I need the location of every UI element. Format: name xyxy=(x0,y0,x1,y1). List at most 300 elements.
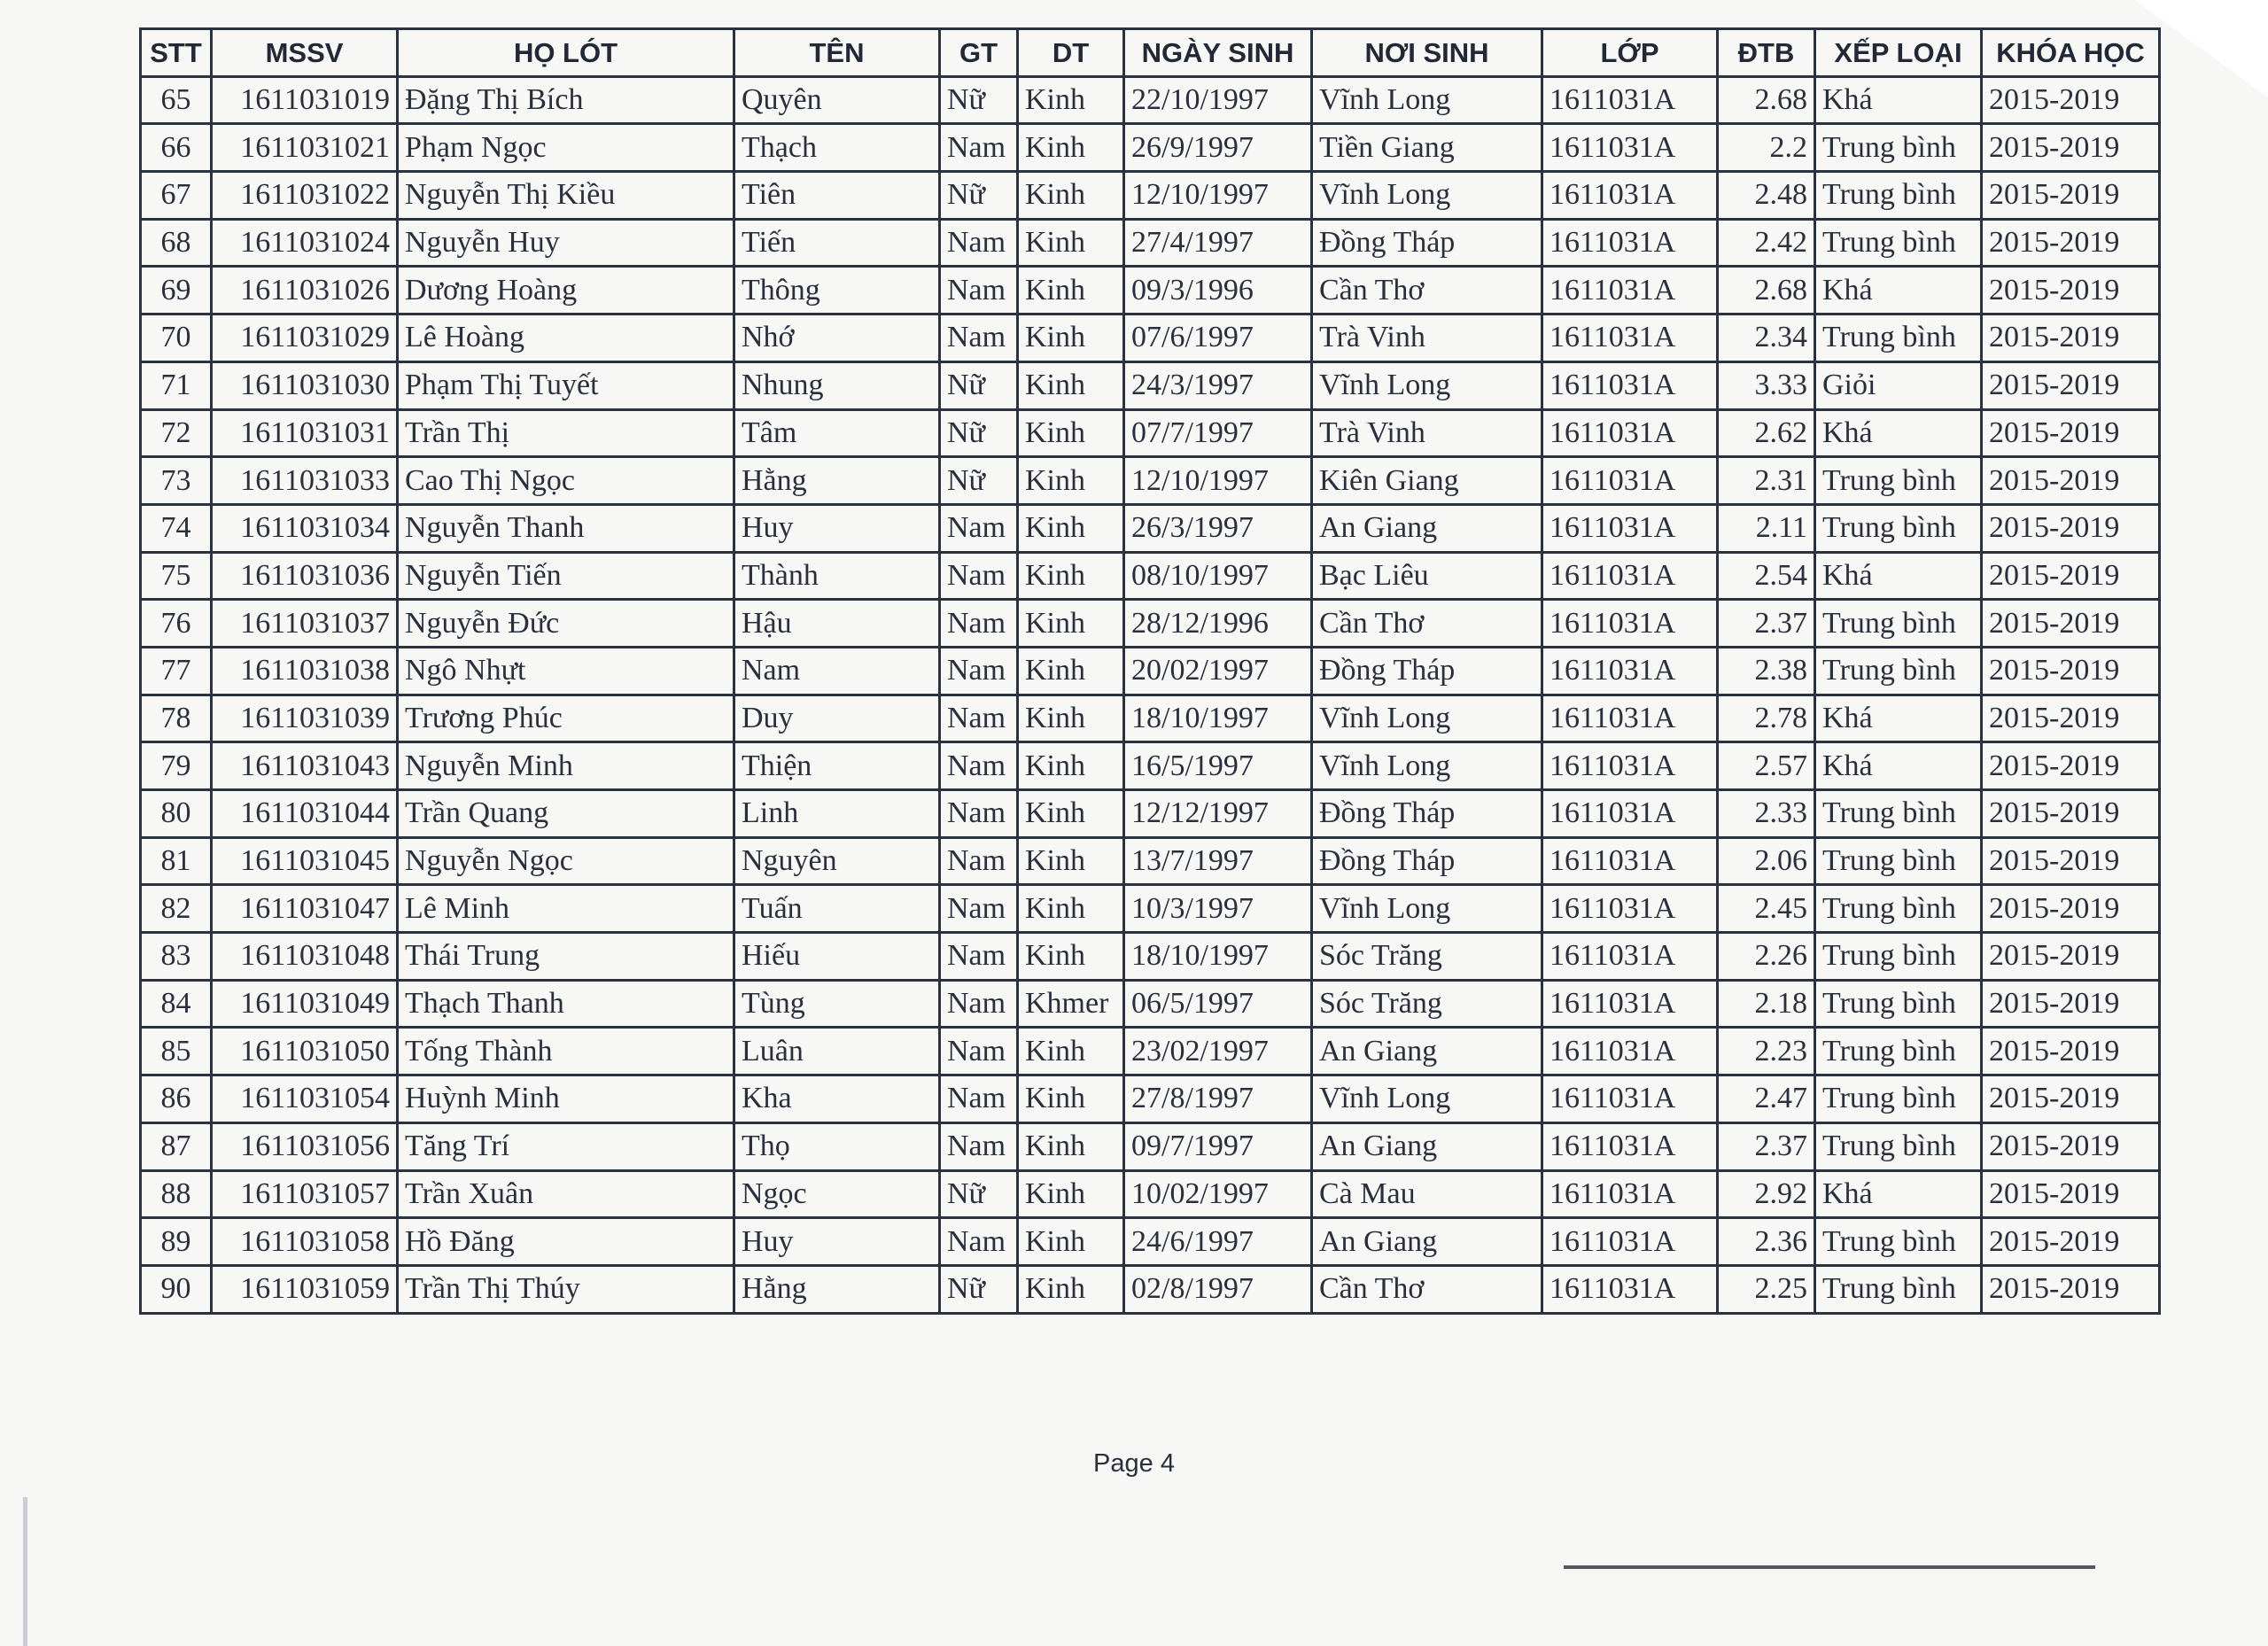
cell-mssv: 1611031031 xyxy=(212,409,398,457)
cell-stt: 68 xyxy=(141,219,212,267)
cell-gt: Nam xyxy=(940,695,1018,742)
cell-noi-sinh: Đồng Tháp xyxy=(1312,219,1542,267)
cell-ho-lot: Đặng Thị Bích xyxy=(398,76,734,124)
table-row xyxy=(141,695,2160,742)
cell-dt: Kinh xyxy=(1018,837,1124,885)
cell-dt: Kinh xyxy=(1018,172,1124,220)
table-row xyxy=(141,172,2160,220)
table-row xyxy=(141,1028,2160,1075)
cell-ho-lot: Dương Hoàng xyxy=(398,267,734,314)
table-row xyxy=(141,457,2160,505)
cell-ten: Tuấn xyxy=(734,885,940,933)
cell-mssv: 1611031058 xyxy=(212,1218,398,1266)
cell-ho-lot: Nguyễn Tiến xyxy=(398,552,734,600)
cell-lop: 1611031A xyxy=(1542,647,1718,695)
cell-ngay-sinh: 10/02/1997 xyxy=(1124,1170,1312,1218)
cell-stt: 78 xyxy=(141,695,212,742)
cell-stt: 69 xyxy=(141,267,212,314)
cell-dtb: 2.45 xyxy=(1718,885,1815,933)
table-row xyxy=(141,885,2160,933)
cell-khoa-hoc: 2015-2019 xyxy=(1982,552,2160,600)
cell-dtb: 2.42 xyxy=(1718,219,1815,267)
cell-ten: Tâm xyxy=(734,409,940,457)
cell-dtb: 3.33 xyxy=(1718,361,1815,409)
cell-khoa-hoc: 2015-2019 xyxy=(1982,267,2160,314)
cell-ten: Thạch xyxy=(734,124,940,172)
cell-ten: Tiên xyxy=(734,172,940,220)
cell-lop: 1611031A xyxy=(1542,1218,1718,1266)
table-row xyxy=(141,1218,2160,1266)
cell-mssv: 1611031049 xyxy=(212,980,398,1028)
cell-ngay-sinh: 07/6/1997 xyxy=(1124,314,1312,362)
cell-ngay-sinh: 26/9/1997 xyxy=(1124,124,1312,172)
cell-gt: Nam xyxy=(940,1028,1018,1075)
cell-ten: Quyên xyxy=(734,76,940,124)
cell-gt: Nữ xyxy=(940,1170,1018,1218)
cell-noi-sinh: Cần Thơ xyxy=(1312,267,1542,314)
cell-lop: 1611031A xyxy=(1542,933,1718,981)
cell-dt: Kinh xyxy=(1018,219,1124,267)
cell-mssv: 1611031033 xyxy=(212,457,398,505)
cell-ten: Tiến xyxy=(734,219,940,267)
cell-xep-loai: Trung bình xyxy=(1815,504,1982,552)
cell-ngay-sinh: 08/10/1997 xyxy=(1124,552,1312,600)
cell-dtb: 2.92 xyxy=(1718,1170,1815,1218)
cell-noi-sinh: Vĩnh Long xyxy=(1312,695,1542,742)
cell-khoa-hoc: 2015-2019 xyxy=(1982,361,2160,409)
cell-noi-sinh: Vĩnh Long xyxy=(1312,172,1542,220)
cell-dtb: 2.23 xyxy=(1718,1028,1815,1075)
cell-khoa-hoc: 2015-2019 xyxy=(1982,314,2160,362)
cell-gt: Nữ xyxy=(940,409,1018,457)
table-row xyxy=(141,980,2160,1028)
cell-xep-loai: Trung bình xyxy=(1815,933,1982,981)
cell-mssv: 1611031047 xyxy=(212,885,398,933)
cell-ten: Huy xyxy=(734,504,940,552)
cell-ngay-sinh: 06/5/1997 xyxy=(1124,980,1312,1028)
cell-khoa-hoc: 2015-2019 xyxy=(1982,1028,2160,1075)
cell-mssv: 1611031022 xyxy=(212,172,398,220)
cell-dtb: 2.38 xyxy=(1718,647,1815,695)
cell-gt: Nam xyxy=(940,885,1018,933)
cell-xep-loai: Khá xyxy=(1815,1170,1982,1218)
table-row xyxy=(141,790,2160,838)
cell-lop: 1611031A xyxy=(1542,1265,1718,1313)
cell-ten: Thọ xyxy=(734,1122,940,1170)
header-noi-sinh: NƠI SINH xyxy=(1312,29,1542,77)
cell-dt: Khmer xyxy=(1018,980,1124,1028)
cell-stt: 76 xyxy=(141,600,212,648)
cell-lop: 1611031A xyxy=(1542,552,1718,600)
page-number: Page 4 xyxy=(1093,1449,1175,1478)
cell-ten: Thông xyxy=(734,267,940,314)
cell-ho-lot: Trần Xuân xyxy=(398,1170,734,1218)
cell-ho-lot: Ngô Nhựt xyxy=(398,647,734,695)
cell-mssv: 1611031057 xyxy=(212,1170,398,1218)
cell-xep-loai: Giỏi xyxy=(1815,361,1982,409)
cell-gt: Nam xyxy=(940,1122,1018,1170)
table-row xyxy=(141,933,2160,981)
cell-dtb: 2.37 xyxy=(1718,600,1815,648)
cell-lop: 1611031A xyxy=(1542,1028,1718,1075)
cell-dt: Kinh xyxy=(1018,409,1124,457)
cell-dt: Kinh xyxy=(1018,742,1124,790)
cell-noi-sinh: Vĩnh Long xyxy=(1312,885,1542,933)
cell-dt: Kinh xyxy=(1018,1075,1124,1123)
cell-xep-loai: Trung bình xyxy=(1815,1122,1982,1170)
cell-gt: Nữ xyxy=(940,1265,1018,1313)
cell-xep-loai: Trung bình xyxy=(1815,647,1982,695)
cell-lop: 1611031A xyxy=(1542,695,1718,742)
cell-ngay-sinh: 27/4/1997 xyxy=(1124,219,1312,267)
cell-dtb: 2.18 xyxy=(1718,980,1815,1028)
cell-khoa-hoc: 2015-2019 xyxy=(1982,1265,2160,1313)
cell-stt: 79 xyxy=(141,742,212,790)
cell-dtb: 2.57 xyxy=(1718,742,1815,790)
table-body xyxy=(141,76,2160,1313)
cell-gt: Nam xyxy=(940,600,1018,648)
cell-dtb: 2.37 xyxy=(1718,1122,1815,1170)
cell-khoa-hoc: 2015-2019 xyxy=(1982,742,2160,790)
cell-noi-sinh: Đồng Tháp xyxy=(1312,647,1542,695)
cell-gt: Nam xyxy=(940,1218,1018,1266)
cell-ho-lot: Trần Thị Thúy xyxy=(398,1265,734,1313)
cell-ten: Hằng xyxy=(734,457,940,505)
cell-xep-loai: Trung bình xyxy=(1815,219,1982,267)
cell-ngay-sinh: 12/10/1997 xyxy=(1124,457,1312,505)
cell-khoa-hoc: 2015-2019 xyxy=(1982,124,2160,172)
cell-ngay-sinh: 24/3/1997 xyxy=(1124,361,1312,409)
cell-ngay-sinh: 13/7/1997 xyxy=(1124,837,1312,885)
cell-stt: 75 xyxy=(141,552,212,600)
cell-dtb: 2.06 xyxy=(1718,837,1815,885)
cell-ten: Thành xyxy=(734,552,940,600)
table-row xyxy=(141,314,2160,362)
cell-dtb: 2.47 xyxy=(1718,1075,1815,1123)
scan-bottom-line xyxy=(1564,1565,2095,1569)
cell-dt: Kinh xyxy=(1018,790,1124,838)
cell-ten: Huy xyxy=(734,1218,940,1266)
cell-ho-lot: Thái Trung xyxy=(398,933,734,981)
cell-xep-loai: Khá xyxy=(1815,76,1982,124)
cell-noi-sinh: An Giang xyxy=(1312,1028,1542,1075)
cell-khoa-hoc: 2015-2019 xyxy=(1982,1218,2160,1266)
cell-mssv: 1611031036 xyxy=(212,552,398,600)
cell-stt: 73 xyxy=(141,457,212,505)
cell-ho-lot: Tống Thành xyxy=(398,1028,734,1075)
cell-gt: Nữ xyxy=(940,172,1018,220)
cell-gt: Nữ xyxy=(940,457,1018,505)
cell-mssv: 1611031030 xyxy=(212,361,398,409)
cell-khoa-hoc: 2015-2019 xyxy=(1982,790,2160,838)
table-row xyxy=(141,504,2160,552)
cell-ten: Nhớ xyxy=(734,314,940,362)
cell-ho-lot: Lê Hoàng xyxy=(398,314,734,362)
cell-khoa-hoc: 2015-2019 xyxy=(1982,1170,2160,1218)
cell-noi-sinh: Trà Vinh xyxy=(1312,409,1542,457)
cell-stt: 65 xyxy=(141,76,212,124)
cell-stt: 88 xyxy=(141,1170,212,1218)
cell-stt: 85 xyxy=(141,1028,212,1075)
cell-ten: Hiếu xyxy=(734,933,940,981)
header-ho-lot: HỌ LÓT xyxy=(398,29,734,77)
table-row xyxy=(141,361,2160,409)
cell-ho-lot: Nguyễn Đức xyxy=(398,600,734,648)
cell-ten: Luân xyxy=(734,1028,940,1075)
cell-khoa-hoc: 2015-2019 xyxy=(1982,980,2160,1028)
cell-xep-loai: Trung bình xyxy=(1815,1028,1982,1075)
cell-noi-sinh: Vĩnh Long xyxy=(1312,742,1542,790)
cell-noi-sinh: Bạc Liêu xyxy=(1312,552,1542,600)
cell-dt: Kinh xyxy=(1018,1122,1124,1170)
table-row xyxy=(141,1122,2160,1170)
cell-noi-sinh: An Giang xyxy=(1312,1122,1542,1170)
cell-ngay-sinh: 10/3/1997 xyxy=(1124,885,1312,933)
cell-xep-loai: Khá xyxy=(1815,742,1982,790)
cell-noi-sinh: Đồng Tháp xyxy=(1312,790,1542,838)
cell-mssv: 1611031026 xyxy=(212,267,398,314)
cell-ten: Nhung xyxy=(734,361,940,409)
table-row xyxy=(141,1265,2160,1313)
cell-noi-sinh: Cà Mau xyxy=(1312,1170,1542,1218)
cell-ho-lot: Nguyễn Thanh xyxy=(398,504,734,552)
table-header-row xyxy=(141,29,2160,77)
cell-lop: 1611031A xyxy=(1542,314,1718,362)
cell-khoa-hoc: 2015-2019 xyxy=(1982,933,2160,981)
cell-dt: Kinh xyxy=(1018,1028,1124,1075)
cell-lop: 1611031A xyxy=(1542,361,1718,409)
cell-lop: 1611031A xyxy=(1542,1122,1718,1170)
cell-xep-loai: Trung bình xyxy=(1815,1265,1982,1313)
cell-stt: 70 xyxy=(141,314,212,362)
cell-dt: Kinh xyxy=(1018,552,1124,600)
cell-noi-sinh: Sóc Trăng xyxy=(1312,980,1542,1028)
cell-xep-loai: Khá xyxy=(1815,409,1982,457)
cell-noi-sinh: An Giang xyxy=(1312,1218,1542,1266)
cell-mssv: 1611031038 xyxy=(212,647,398,695)
cell-dt: Kinh xyxy=(1018,1218,1124,1266)
cell-stt: 66 xyxy=(141,124,212,172)
cell-ngay-sinh: 16/5/1997 xyxy=(1124,742,1312,790)
cell-lop: 1611031A xyxy=(1542,790,1718,838)
cell-ho-lot: Nguyễn Thị Kiều xyxy=(398,172,734,220)
cell-ten: Hằng xyxy=(734,1265,940,1313)
cell-noi-sinh: Đồng Tháp xyxy=(1312,837,1542,885)
cell-ho-lot: Nguyễn Minh xyxy=(398,742,734,790)
cell-ten: Nam xyxy=(734,647,940,695)
cell-gt: Nam xyxy=(940,790,1018,838)
cell-mssv: 1611031050 xyxy=(212,1028,398,1075)
cell-gt: Nữ xyxy=(940,361,1018,409)
cell-mssv: 1611031045 xyxy=(212,837,398,885)
cell-dt: Kinh xyxy=(1018,314,1124,362)
cell-noi-sinh: An Giang xyxy=(1312,504,1542,552)
cell-ho-lot: Phạm Ngọc xyxy=(398,124,734,172)
cell-dt: Kinh xyxy=(1018,933,1124,981)
cell-lop: 1611031A xyxy=(1542,1075,1718,1123)
cell-ho-lot: Lê Minh xyxy=(398,885,734,933)
cell-gt: Nam xyxy=(940,837,1018,885)
cell-ho-lot: Phạm Thị Tuyết xyxy=(398,361,734,409)
cell-xep-loai: Khá xyxy=(1815,267,1982,314)
header-xep-loai: XẾP LOẠI xyxy=(1815,29,1982,77)
cell-dtb: 2.33 xyxy=(1718,790,1815,838)
cell-ho-lot: Huỳnh Minh xyxy=(398,1075,734,1123)
cell-ngay-sinh: 22/10/1997 xyxy=(1124,76,1312,124)
cell-ngay-sinh: 12/10/1997 xyxy=(1124,172,1312,220)
cell-ngay-sinh: 09/7/1997 xyxy=(1124,1122,1312,1170)
table-row xyxy=(141,1170,2160,1218)
cell-dt: Kinh xyxy=(1018,647,1124,695)
cell-gt: Nam xyxy=(940,742,1018,790)
cell-xep-loai: Khá xyxy=(1815,695,1982,742)
cell-lop: 1611031A xyxy=(1542,600,1718,648)
table-row xyxy=(141,124,2160,172)
table-row xyxy=(141,267,2160,314)
cell-xep-loai: Trung bình xyxy=(1815,1075,1982,1123)
cell-dt: Kinh xyxy=(1018,504,1124,552)
cell-mssv: 1611031029 xyxy=(212,314,398,362)
cell-stt: 71 xyxy=(141,361,212,409)
cell-ngay-sinh: 09/3/1996 xyxy=(1124,267,1312,314)
cell-xep-loai: Trung bình xyxy=(1815,837,1982,885)
cell-xep-loai: Khá xyxy=(1815,552,1982,600)
header-khoa-hoc: KHÓA HỌC xyxy=(1982,29,2160,77)
cell-khoa-hoc: 2015-2019 xyxy=(1982,1122,2160,1170)
header-ngay-sinh: NGÀY SINH xyxy=(1124,29,1312,77)
cell-lop: 1611031A xyxy=(1542,885,1718,933)
cell-stt: 84 xyxy=(141,980,212,1028)
cell-dtb: 2.78 xyxy=(1718,695,1815,742)
cell-ten: Nguyên xyxy=(734,837,940,885)
cell-gt: Nam xyxy=(940,314,1018,362)
cell-noi-sinh: Vĩnh Long xyxy=(1312,361,1542,409)
cell-gt: Nam xyxy=(940,552,1018,600)
cell-ngay-sinh: 18/10/1997 xyxy=(1124,933,1312,981)
cell-stt: 90 xyxy=(141,1265,212,1313)
table-row xyxy=(141,742,2160,790)
cell-lop: 1611031A xyxy=(1542,219,1718,267)
cell-noi-sinh: Kiên Giang xyxy=(1312,457,1542,505)
cell-ho-lot: Tăng Trí xyxy=(398,1122,734,1170)
cell-dtb: 2.26 xyxy=(1718,933,1815,981)
cell-lop: 1611031A xyxy=(1542,1170,1718,1218)
cell-stt: 87 xyxy=(141,1122,212,1170)
cell-stt: 82 xyxy=(141,885,212,933)
cell-khoa-hoc: 2015-2019 xyxy=(1982,837,2160,885)
header-gt: GT xyxy=(940,29,1018,77)
table-row xyxy=(141,552,2160,600)
cell-noi-sinh: Vĩnh Long xyxy=(1312,76,1542,124)
cell-lop: 1611031A xyxy=(1542,504,1718,552)
cell-gt: Nam xyxy=(940,219,1018,267)
cell-dtb: 2.48 xyxy=(1718,172,1815,220)
cell-mssv: 1611031056 xyxy=(212,1122,398,1170)
cell-mssv: 1611031039 xyxy=(212,695,398,742)
cell-khoa-hoc: 2015-2019 xyxy=(1982,600,2160,648)
cell-stt: 77 xyxy=(141,647,212,695)
cell-dtb: 2.68 xyxy=(1718,267,1815,314)
cell-dtb: 2.36 xyxy=(1718,1218,1815,1266)
cell-noi-sinh: Cần Thơ xyxy=(1312,1265,1542,1313)
cell-lop: 1611031A xyxy=(1542,124,1718,172)
cell-xep-loai: Trung bình xyxy=(1815,457,1982,505)
cell-khoa-hoc: 2015-2019 xyxy=(1982,1075,2160,1123)
cell-gt: Nam xyxy=(940,933,1018,981)
cell-noi-sinh: Tiền Giang xyxy=(1312,124,1542,172)
cell-stt: 67 xyxy=(141,172,212,220)
cell-dtb: 2.25 xyxy=(1718,1265,1815,1313)
cell-ten: Thiện xyxy=(734,742,940,790)
cell-lop: 1611031A xyxy=(1542,267,1718,314)
header-stt: STT xyxy=(141,29,212,77)
cell-dt: Kinh xyxy=(1018,1170,1124,1218)
table-row xyxy=(141,219,2160,267)
cell-stt: 86 xyxy=(141,1075,212,1123)
cell-ho-lot: Cao Thị Ngọc xyxy=(398,457,734,505)
cell-ho-lot: Nguyễn Ngọc xyxy=(398,837,734,885)
cell-khoa-hoc: 2015-2019 xyxy=(1982,695,2160,742)
cell-ho-lot: Trần Quang xyxy=(398,790,734,838)
cell-lop: 1611031A xyxy=(1542,742,1718,790)
cell-ngay-sinh: 26/3/1997 xyxy=(1124,504,1312,552)
cell-khoa-hoc: 2015-2019 xyxy=(1982,457,2160,505)
cell-dt: Kinh xyxy=(1018,600,1124,648)
cell-ten: Duy xyxy=(734,695,940,742)
cell-gt: Nam xyxy=(940,267,1018,314)
cell-stt: 81 xyxy=(141,837,212,885)
cell-lop: 1611031A xyxy=(1542,76,1718,124)
cell-ho-lot: Thạch Thanh xyxy=(398,980,734,1028)
cell-ngay-sinh: 02/8/1997 xyxy=(1124,1265,1312,1313)
cell-xep-loai: Trung bình xyxy=(1815,172,1982,220)
cell-dt: Kinh xyxy=(1018,885,1124,933)
cell-ten: Linh xyxy=(734,790,940,838)
cell-ngay-sinh: 12/12/1997 xyxy=(1124,790,1312,838)
cell-gt: Nữ xyxy=(940,76,1018,124)
cell-khoa-hoc: 2015-2019 xyxy=(1982,76,2160,124)
cell-mssv: 1611031044 xyxy=(212,790,398,838)
cell-mssv: 1611031048 xyxy=(212,933,398,981)
cell-ngay-sinh: 07/7/1997 xyxy=(1124,409,1312,457)
cell-khoa-hoc: 2015-2019 xyxy=(1982,647,2160,695)
header-dtb: ĐTB xyxy=(1718,29,1815,77)
cell-noi-sinh: Vĩnh Long xyxy=(1312,1075,1542,1123)
header-dt: DT xyxy=(1018,29,1124,77)
cell-ho-lot: Trần Thị xyxy=(398,409,734,457)
cell-gt: Nam xyxy=(940,647,1018,695)
cell-dt: Kinh xyxy=(1018,267,1124,314)
cell-xep-loai: Trung bình xyxy=(1815,124,1982,172)
cell-mssv: 1611031059 xyxy=(212,1265,398,1313)
cell-ten: Tùng xyxy=(734,980,940,1028)
header-lop: LỚP xyxy=(1542,29,1718,77)
table-row xyxy=(141,647,2160,695)
cell-xep-loai: Trung bình xyxy=(1815,790,1982,838)
cell-lop: 1611031A xyxy=(1542,980,1718,1028)
cell-lop: 1611031A xyxy=(1542,457,1718,505)
cell-dt: Kinh xyxy=(1018,361,1124,409)
cell-ten: Kha xyxy=(734,1075,940,1123)
cell-ngay-sinh: 28/12/1996 xyxy=(1124,600,1312,648)
cell-ten: Hậu xyxy=(734,600,940,648)
cell-dtb: 2.31 xyxy=(1718,457,1815,505)
cell-noi-sinh: Sóc Trăng xyxy=(1312,933,1542,981)
cell-stt: 72 xyxy=(141,409,212,457)
cell-khoa-hoc: 2015-2019 xyxy=(1982,172,2160,220)
cell-stt: 89 xyxy=(141,1218,212,1266)
cell-noi-sinh: Cần Thơ xyxy=(1312,600,1542,648)
